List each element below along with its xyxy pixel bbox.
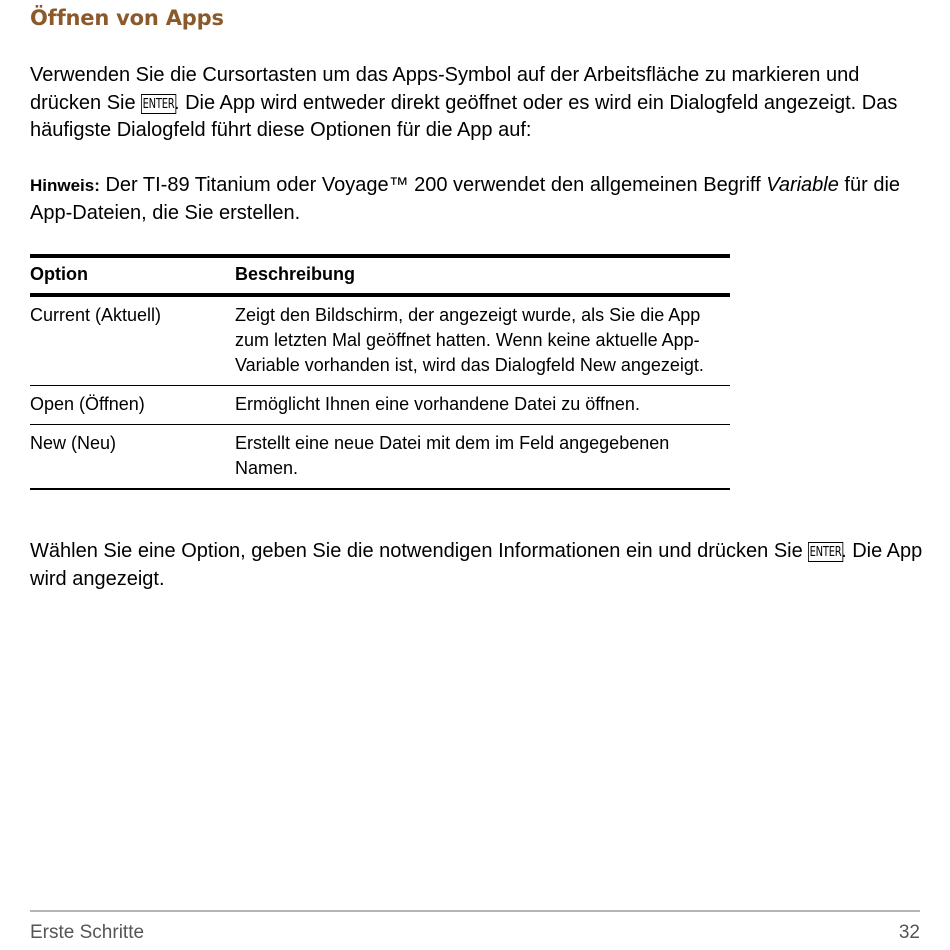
- description-cell: Erstellt eine neue Datei mit dem im Feld angegebenen Namen.: [235, 425, 730, 490]
- option-cell: Current (Aktuell): [30, 295, 235, 386]
- note-text-2: für die App-Dateien, die Sie erstellen.: [30, 174, 901, 224]
- option-cell: New (Neu): [30, 425, 235, 490]
- note-paragraph: [30, 172, 930, 227]
- intro-paragraph: [30, 62, 930, 145]
- option-cell: Open (Öffnen): [30, 386, 235, 425]
- intro-text-1: Verwenden Sie die Cursortasten um das Apps-Symbol auf der Arbeitsfläche zu markieren und drücken Sie: [30, 64, 860, 114]
- closing-text-2: . Die App wird angezeigt.: [30, 540, 923, 590]
- table-row: [30, 425, 730, 490]
- note-label: Hinweis:: [30, 176, 100, 195]
- section-heading: Öffnen von Apps: [30, 6, 224, 30]
- enter-key-icon: ENTER: [142, 95, 175, 112]
- note-emphasis: Variable: [766, 174, 839, 196]
- table-header-row: [30, 256, 730, 295]
- footer-section-title: Erste Schritte: [30, 922, 145, 943]
- note-text-1: Der TI-89 Titanium oder Voyage™ 200 verwendet den allgemeinen Begriff: [99, 174, 767, 196]
- intro-text-2: . Die App wird entweder direkt geöffnet oder es wird ein Dialogfeld angezeigt. Das häufigste Dialogfeld führt diese Optionen für die App auf:: [30, 91, 898, 141]
- footer-divider: [30, 910, 920, 912]
- column-header-option: Option: [30, 256, 235, 295]
- page-number: 32: [898, 922, 920, 943]
- table-row: [30, 295, 730, 386]
- table-row: [30, 386, 730, 425]
- column-header-description: Beschreibung: [235, 256, 730, 295]
- closing-paragraph: [30, 538, 930, 593]
- description-cell: Ermöglicht Ihnen eine vorhandene Datei zu öffnen.: [235, 386, 730, 425]
- enter-key-icon: ENTER: [809, 544, 842, 560]
- description-cell: Zeigt den Bildschirm, der angezeigt wurde, als Sie die App zum letzten Mal geöffnet hatten. Wenn keine aktuelle App-Variable vorhanden ist, wird das Dialogfeld New angezeigt.: [235, 295, 730, 386]
- options-table: [30, 254, 730, 490]
- closing-text-1: Wählen Sie eine Option, geben Sie die notwendigen Informationen ein und drücken Sie: [30, 540, 809, 562]
